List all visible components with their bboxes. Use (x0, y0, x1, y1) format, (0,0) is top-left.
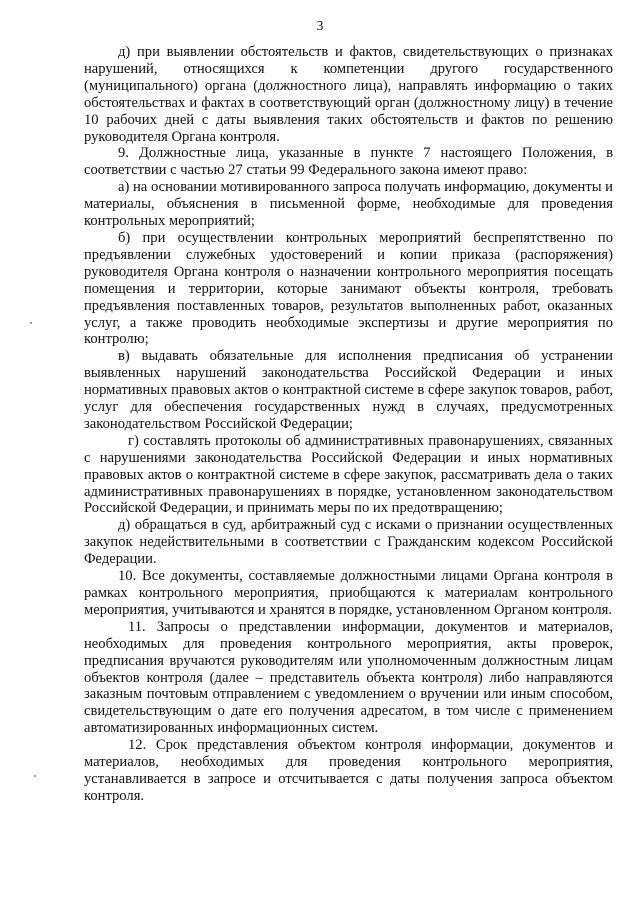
document-body (84, 44, 613, 805)
paragraph-9d: д) обращаться в суд, арбитражный суд с исками о признании осуществленных закупок недействительными в соответствии с Гражданским кодексом Российской Федерации. (84, 517, 613, 568)
paragraph-9a: а) на основании мотивированного запроса получать информацию, документы и материалы, объяснения в письменной форме, необходимые для проведения контрольных мероприятий; (84, 179, 613, 230)
paragraph-10: 10. Все документы, составляемые должностными лицами Органа контроля в рамках контрольного мероприятия, приобщаются к материалам контрольного мероприятия, учитываются и хранятся в порядке, установленном Органом контроля. (84, 568, 613, 618)
paragraph-11: 11. Запросы о представлении информации, документов и материалов, необходимых для проведения контрольного мероприятия, акты проверок, предписания вручаются руководителям или уполномоченным должностным лицам объектов контроля (далее – представитель объекта контроля) либо направляются заказным почтовым отправлением с уведомлением о вручении или иным способом, свидетельствующим о дате его получения адресатом, в том числе с применением автоматизированных информационных систем. (84, 618, 613, 737)
scan-speck (34, 775, 36, 777)
paragraph-9: 9. Должностные лица, указанные в пункте 7 настоящего Положения, в соответствии с частью 27 статьи 99 Федерального закона имеют право: (84, 145, 613, 179)
paragraph-8d: д) при выявлении обстоятельств и фактов, свидетельствующих о признаках нарушений, относящихся к компетенции другого государственного (муниципального) органа (должностного лица), направлять информацию о таких обстоятельствах и фактах в соответствующий орган (должностному лицу) в течение 10 рабочих дней с даты выявления таких обстоятельств и фактов по решению руководителя Органа контроля. (84, 44, 613, 145)
paragraph-12: 12. Срок представления объектом контроля информации, документов и материалов, необходимых для проведения контрольного мероприятия, устанавливается в запросе и отсчитывается с даты получения запроса объектом контроля. (84, 737, 613, 804)
page-number: 3 (316, 18, 324, 33)
scan-speck (30, 322, 32, 324)
paragraph-9b: б) при осуществлении контрольных мероприятий беспрепятственно по предъявлении служебных удостоверений и копии приказа (распоряжения) руководителя Органа контроля о назначении контрольного мероприятия посещать помещения и территории, которые занимают объекты контроля, требовать предъявления поставленных товаров, результатов выполненных работ, оказанных услуг, а также проводить необходимые экспертизы и другие мероприятия по контролю; (84, 229, 613, 348)
paragraph-9v: в) выдавать обязательные для исполнения предписания об устранении выявленных нарушений законодательства Российской Федерации и иных нормативных правовых актов о контрактной системе в сфере закупок товаров, работ, услуг для обеспечения государственных нужд в случаях, предусмотренных законодательством Российской Федерации; (84, 348, 613, 432)
paragraph-9g: г) составлять протоколы об административных правонарушениях, связанных с нарушениями законодательства Российской Федерации и иных нормативных правовых актов о контрактной системе в сфере закупок, рассматривать дела о таких административных правонарушениях в порядке, установленном законодательством Российской Федерации, и принимать меры по их предотвращению; (84, 432, 613, 517)
